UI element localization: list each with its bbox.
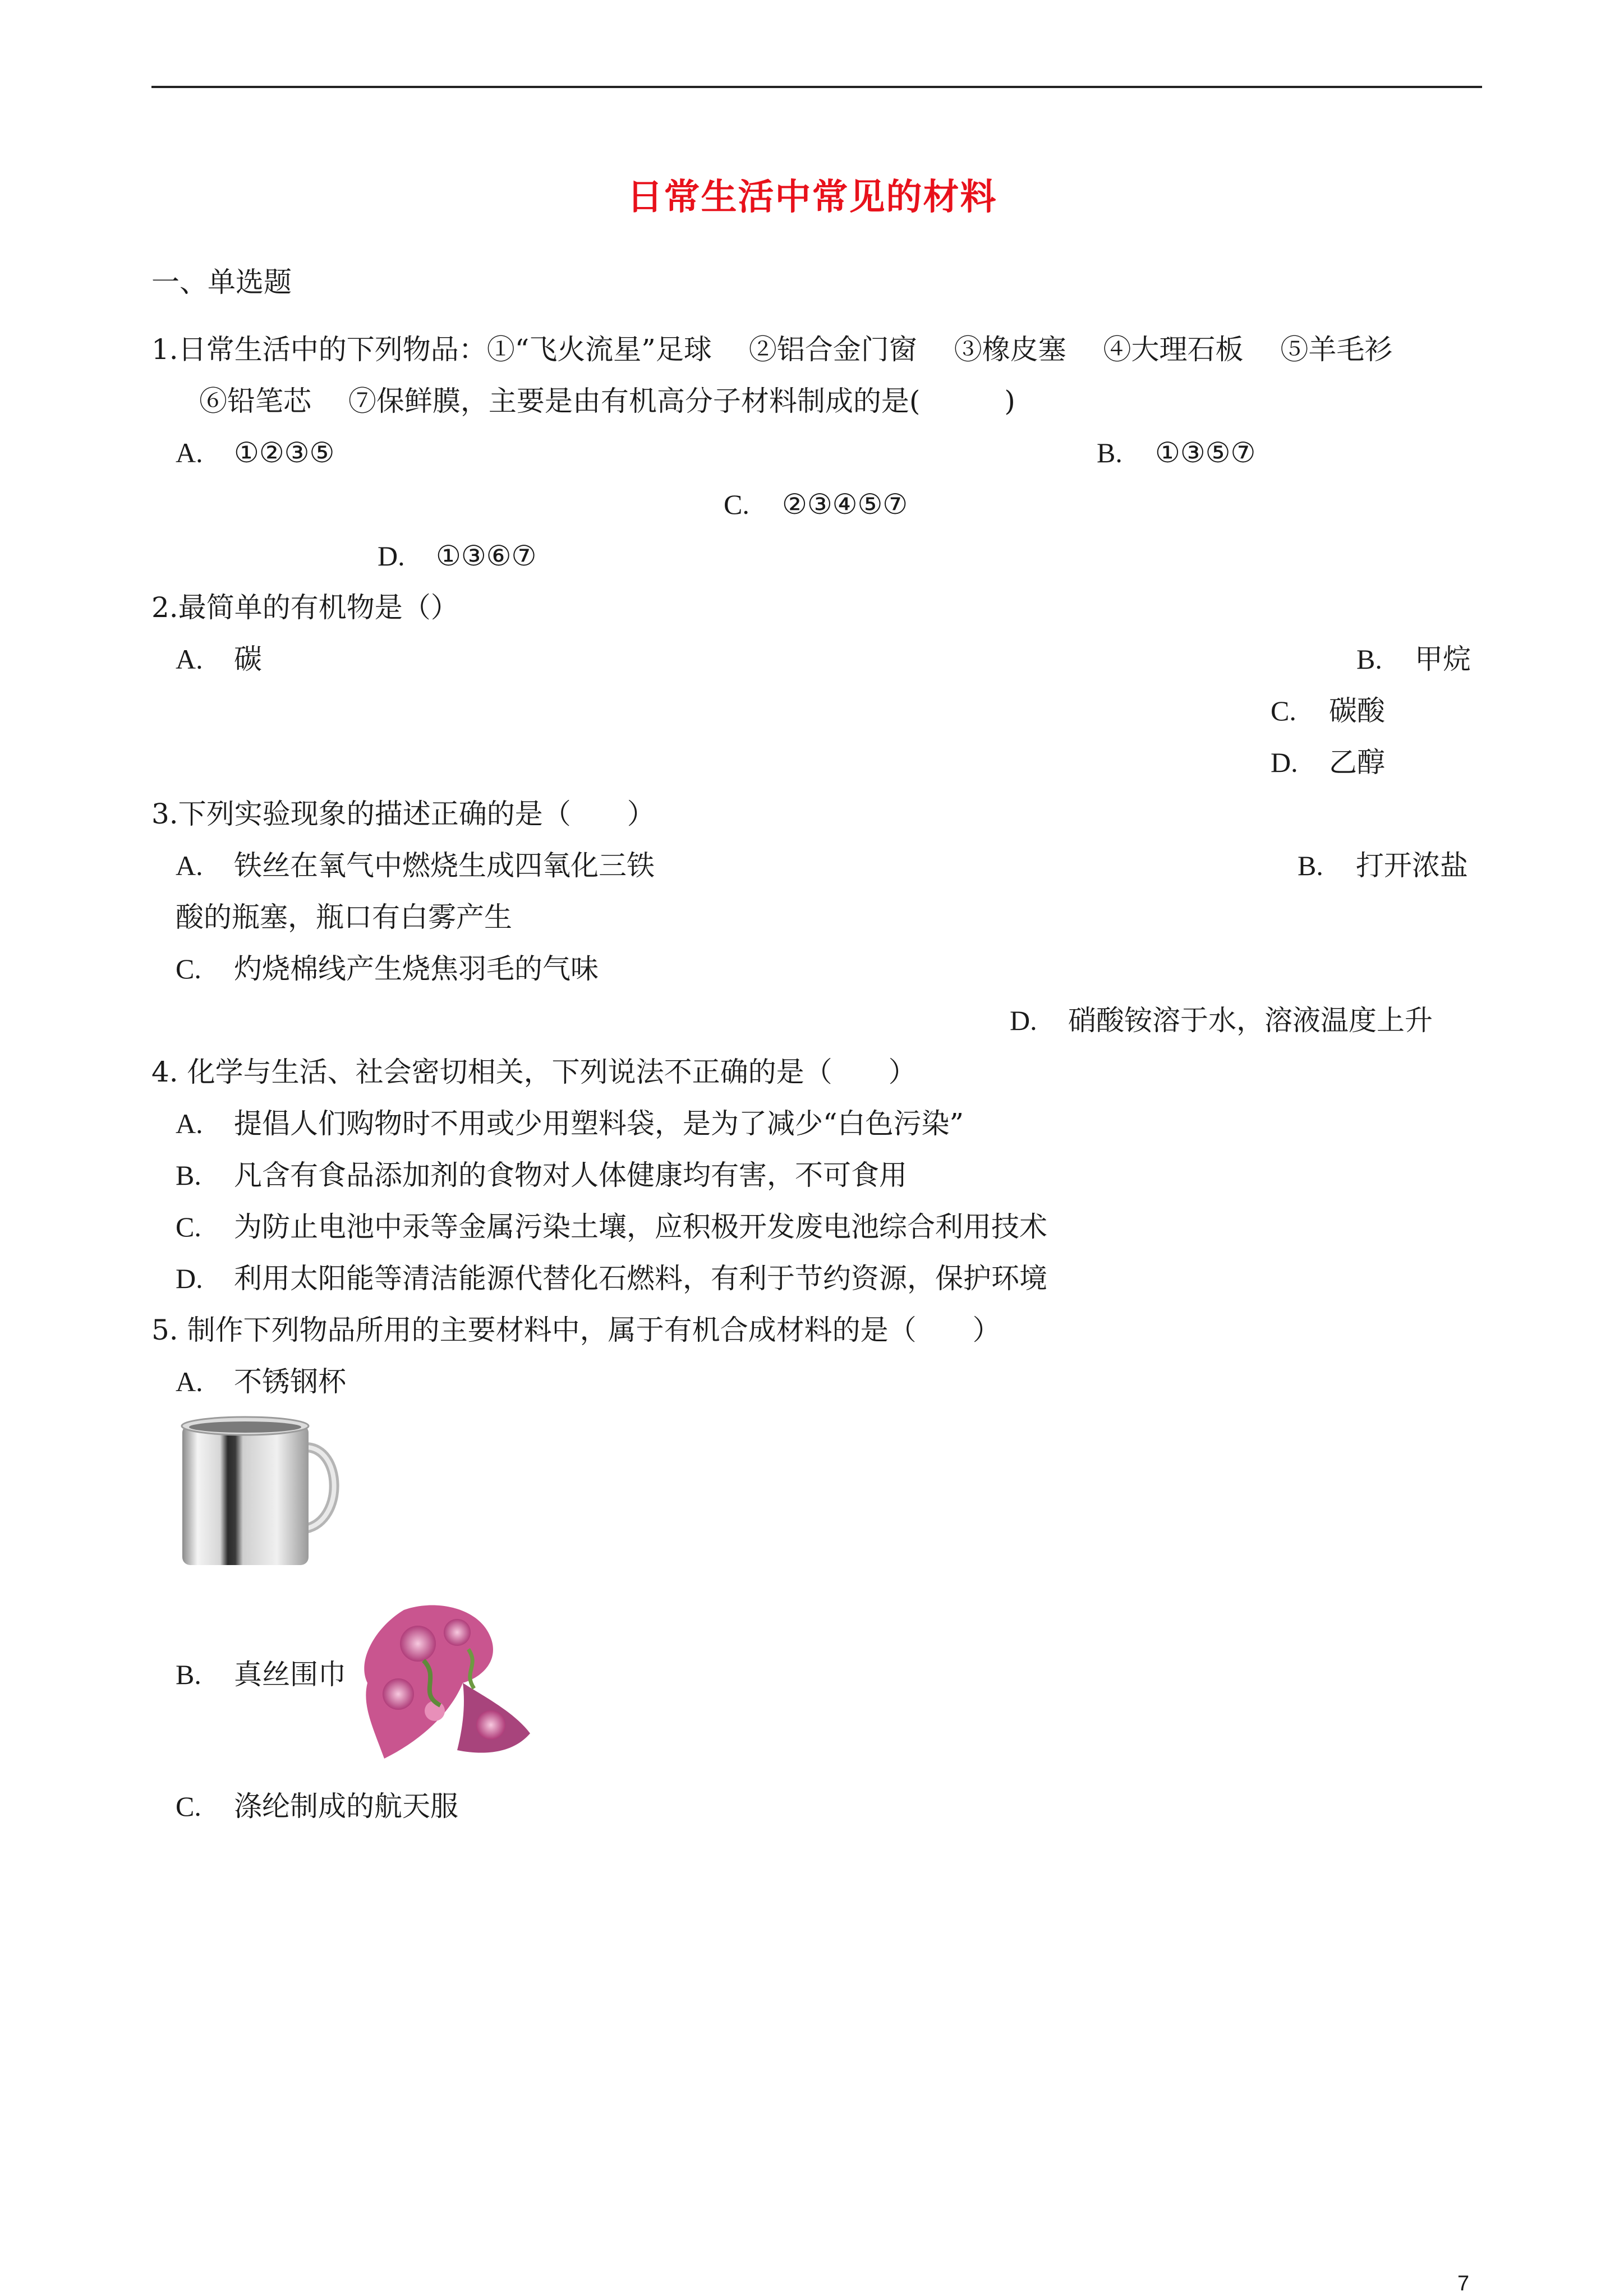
q1-stem-line2: ⑥铅笔芯 ⑦保鲜膜，主要是由有机高分子材料制成的是( ) xyxy=(199,385,1015,417)
q5-option-c[interactable]: C. 涤纶制成的航天服 xyxy=(176,1790,458,1823)
q3-option-b-continuation: 酸的瓶塞，瓶口有白雾产生 xyxy=(176,901,512,933)
q3-option-c[interactable]: C. 灼烧棉线产生烧焦羽毛的气味 xyxy=(176,953,599,985)
q1-option-a[interactable]: A. ①②③⑤ xyxy=(176,436,335,469)
q4-option-a[interactable]: A. 提倡人们购物时不用或少用塑料袋，是为了减少“白色污染” xyxy=(176,1107,964,1140)
header-rule xyxy=(151,86,1482,88)
q3-option-b[interactable]: B. 打开浓盐 xyxy=(1298,849,1468,882)
q4-option-c[interactable]: C. 为防止电池中汞等金属污染土壤，应积极开发废电池综合利用技术 xyxy=(176,1211,1047,1243)
page-title: 日常生活中常见的材料 xyxy=(627,176,997,218)
q2-option-c[interactable]: C. 碳酸 xyxy=(1271,694,1385,727)
q2-option-b[interactable]: B. 甲烷 xyxy=(1356,643,1471,675)
q5-stem: 5. 制作下列物品所用的主要材料中，属于有机合成材料的是（ ） xyxy=(151,1314,1001,1346)
section-heading: 一、单选题 xyxy=(151,266,292,298)
q3-option-a[interactable]: A. 铁丝在氧气中燃烧生成四氧化三铁 xyxy=(176,849,655,882)
q2-option-d[interactable]: D. 乙醇 xyxy=(1271,746,1385,779)
page-number: 7 xyxy=(1457,2272,1470,2295)
q2-stem: 2.最简单的有机物是（） xyxy=(151,591,459,624)
q1-option-b[interactable]: B. ①③⑤⑦ xyxy=(1097,436,1256,469)
steel-mug-image xyxy=(174,1408,353,1576)
q1-option-d[interactable]: D. ①③⑥⑦ xyxy=(378,540,537,572)
q5-option-a[interactable]: A. 不锈钢杯 xyxy=(176,1365,346,1398)
q4-option-b[interactable]: B. 凡含有食品添加剂的食物对人体健康均有害，不可食用 xyxy=(176,1159,907,1191)
q4-option-d[interactable]: D. 利用太阳能等清洁能源代替化石燃料，有利于节约资源，保护环境 xyxy=(176,1262,1047,1295)
q2-option-a[interactable]: A. 碳 xyxy=(176,643,262,675)
silk-scarf-image xyxy=(351,1599,536,1767)
q3-option-d[interactable]: D. 硝酸铵溶于水，溶液温度上升 xyxy=(1010,1004,1433,1037)
q1-option-c[interactable]: C. ②③④⑤⑦ xyxy=(724,488,908,521)
q5-option-b[interactable]: B. 真丝围巾 xyxy=(176,1658,346,1691)
q4-stem: 4. 化学与生活、社会密切相关，下列说法不正确的是（ ） xyxy=(151,1056,917,1088)
q1-stem-line1: 1.日常生活中的下列物品：①“飞火流星”足球 ②铝合金门窗 ③橡皮塞 ④大理石板 ⑤羊毛衫 xyxy=(151,333,1393,366)
q3-stem: 3.下列实验现象的描述正确的是（ ） xyxy=(151,798,655,830)
